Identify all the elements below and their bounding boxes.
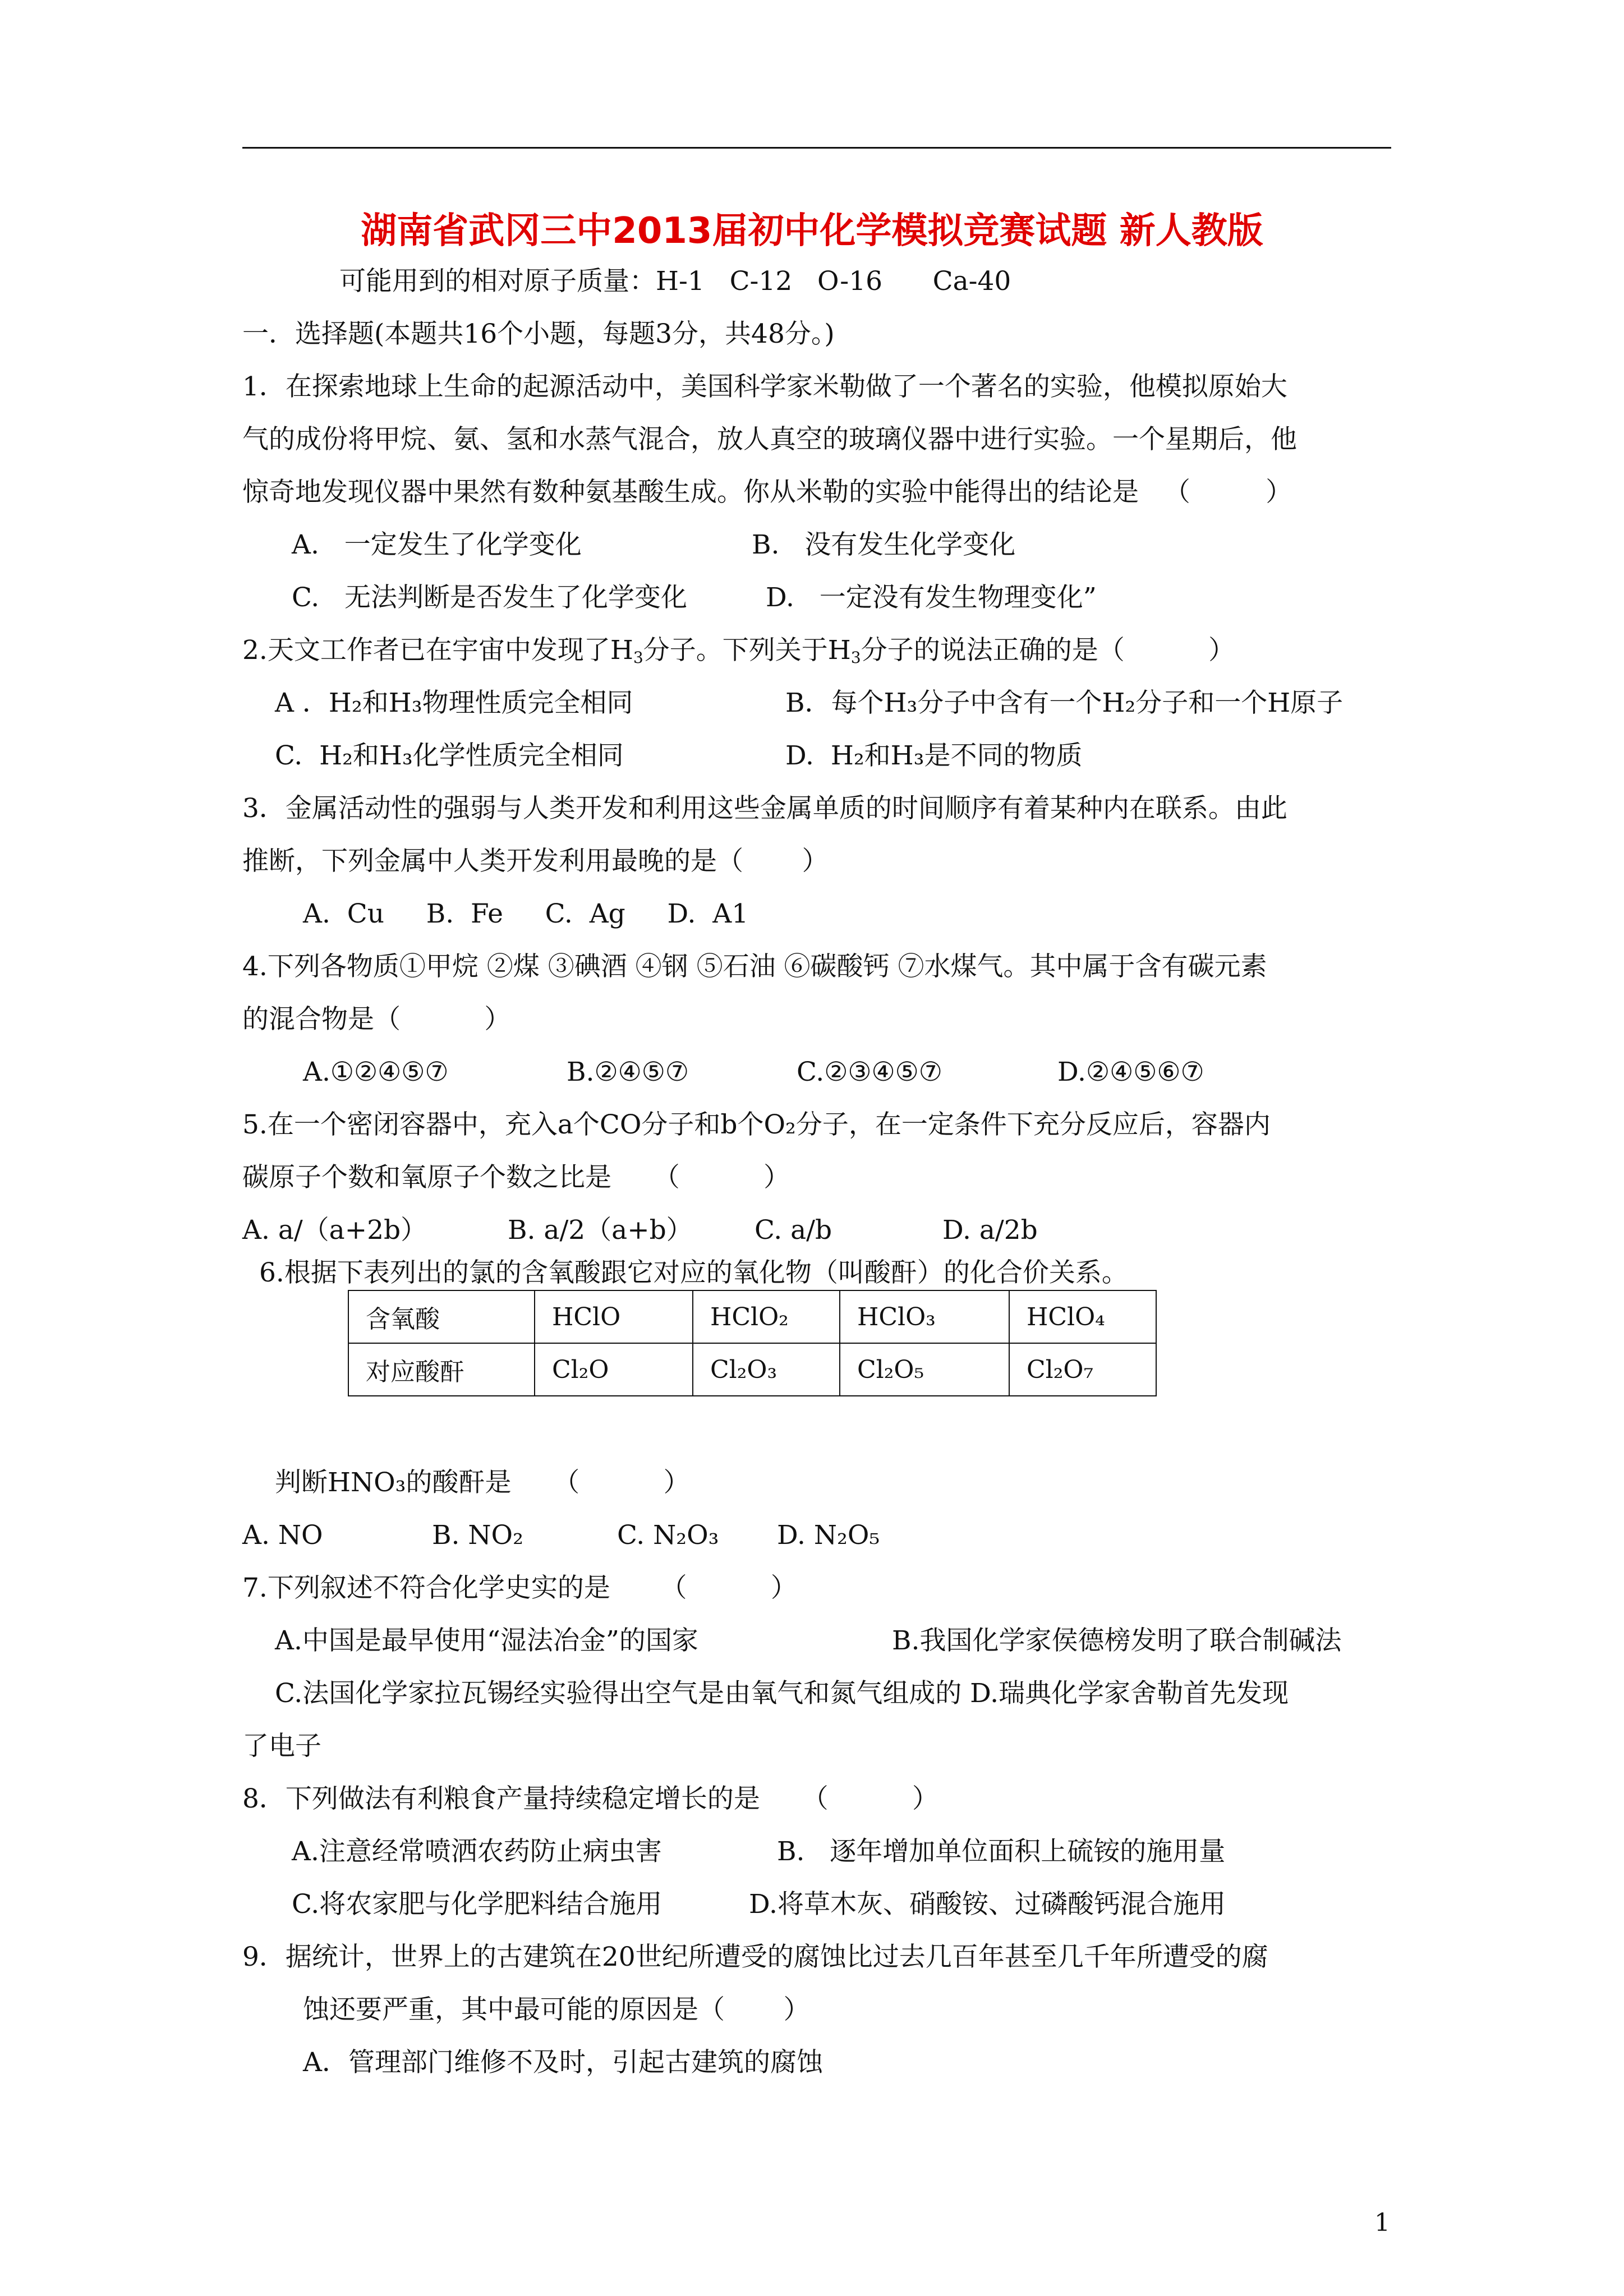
q2-option-d: D. H₂和H₃是不同的物质 [785, 740, 1083, 771]
q5-option-d: D. a/2b [942, 1215, 1038, 1246]
atomic-masses: 可能用到的相对原子质量：H-1 C-12 O-16 Ca-40 [339, 266, 1011, 297]
q1-line2: 气的成份将甲烷、氨、氢和水蒸气混合，放人真空的玻璃仪器中进行实验。一个星期后，他 [242, 424, 1297, 455]
q5-option-a: A. a/（a+2b） [242, 1215, 427, 1246]
header-rule [242, 147, 1391, 149]
table-cell: Cl₂O₅ [840, 1343, 1009, 1396]
table-cell: Cl₂O [535, 1343, 693, 1396]
table-cell: Cl₂O₃ [693, 1343, 840, 1396]
q1-option-d: D. 一定没有发生物理变化” [766, 582, 1097, 613]
q7-option-a: A.中国是最早使用“湿法冶金”的国家 [275, 1625, 698, 1656]
q7-option-cd-cont: 了电子 [242, 1731, 321, 1762]
q4-option-a: A.①②④⑤⑦ [303, 1057, 449, 1087]
q6-stem: 6.根据下表列出的氯的含氧酸跟它对应的氧化物（叫酸酐）的化合价关系。 [259, 1257, 1128, 1288]
table-cell: HClO₄ [1009, 1290, 1156, 1343]
q3-line1: 3．金属活动性的强弱与人类开发和利用这些金属单质的时间顺序有着某种内在联系。由此 [242, 793, 1287, 824]
q6-option-b: B. NO₂ [432, 1520, 523, 1551]
q9-line1: 9．据统计，世界上的古建筑在20世纪所遭受的腐蚀比过去几百年甚至几千年所遭受的腐 [242, 1942, 1268, 1972]
q2-option-b: B．每个H₃分子中含有一个H₂分子和一个H原子 [785, 688, 1344, 718]
q4-line2: 的混合物是（ ） [242, 1004, 511, 1035]
table-cell: HClO [535, 1290, 693, 1343]
q9-line2: 蚀还要严重，其中最可能的原因是（ ） [303, 1994, 810, 2025]
q1-option-b: B. 没有发生化学变化 [752, 529, 1016, 560]
table-cell: 含氧酸 [348, 1290, 535, 1343]
q7-option-cd: C.法国化学家拉瓦锡经实验得出空气是由氧气和氮气组成的 D.瑞典化学家舍勒首先发现 [275, 1678, 1289, 1709]
q7-stem: 7.下列叙述不符合化学史实的是 （ ） [242, 1573, 797, 1603]
q4-option-c: C.②③④⑤⑦ [797, 1057, 942, 1087]
q1-option-c: C. 无法判断是否发生了化学变化 [292, 582, 688, 613]
q6-option-d: D. N₂O₅ [777, 1520, 880, 1551]
q7-option-b: B.我国化学家侯德榜发明了联合制碱法 [892, 1625, 1342, 1656]
q6-option-a: A. NO [242, 1520, 323, 1551]
q9-option-a: A．管理部门维修不及时，引起古建筑的腐蚀 [303, 2047, 823, 2078]
q4-option-b: B.②④⑤⑦ [567, 1057, 689, 1087]
q2-option-c: C. H₂和H₃化学性质完全相同 [275, 740, 624, 771]
table-cell: HClO₂ [693, 1290, 840, 1343]
q5-option-c: C. a/b [755, 1215, 832, 1246]
q6-option-c: C. N₂O₃ [617, 1520, 719, 1551]
q5-line1: 5.在一个密闭容器中，充入a个CO分子和b个O₂分子，在一定条件下充分反应后，容器内 [242, 1109, 1271, 1140]
q5-line2: 碳原子个数和氧原子个数之比是 （ ） [242, 1162, 790, 1193]
table-cell: HClO₃ [840, 1290, 1009, 1343]
q4-line1: 4.下列各物质①甲烷 ②煤 ③碘酒 ④钢 ⑤石油 ⑥碳酸钙 ⑦水煤气。其中属于含有碳元素 [242, 951, 1267, 982]
q8-stem: 8．下列做法有利粮食产量持续稳定增长的是 （ ） [242, 1783, 939, 1814]
q8-option-a: A.注意经常喷洒农药防止病虫害 [292, 1836, 662, 1867]
page-title: 湖南省武冈三中2013届初中化学模拟竞赛试题 新人教版 [361, 210, 1263, 252]
table-cell: Cl₂O₇ [1009, 1343, 1156, 1396]
q8-option-d: D.将草木灰、硝酸铵、过磷酸钙混合施用 [749, 1889, 1226, 1920]
q3-options: A. Cu B. Fe C. Ag D. A1 [303, 898, 749, 929]
q3-line2: 推断，下列金属中人类开发利用最晚的是（ ） [242, 846, 829, 877]
page-number: 1 [1374, 2209, 1390, 2237]
q8-option-b: B. 逐年增加单位面积上硫铵的施用量 [777, 1836, 1226, 1867]
q4-option-d: D.②④⑤⑥⑦ [1057, 1057, 1204, 1087]
table-cell: 对应酸酐 [348, 1343, 535, 1396]
q1-option-a: A. 一定发生了化学变化 [292, 529, 582, 560]
q1-line1: 1．在探索地球上生命的起源活动中，美国科学家米勒做了一个著名的实验，他模拟原始大 [242, 371, 1287, 402]
table-row [348, 1343, 1156, 1396]
q8-option-c: C.将农家肥与化学肥料结合施用 [292, 1889, 663, 1920]
q2-option-a: A ．H₂和H₃物理性质完全相同 [275, 688, 633, 718]
q1-line3: 惊奇地发现仪器中果然有数种氨基酸生成。你从米勒的实验中能得出的结论是 （ ） [242, 477, 1292, 508]
q6-ask: 判断HNO₃的酸酐是 （ ） [275, 1467, 690, 1498]
table-row [348, 1290, 1156, 1343]
section-heading: 一．选择题(本题共16个小题，每题3分，共48分。) [242, 319, 835, 349]
q2-stem: 2.天文工作者已在宇宙中发现了$H_3$分子。下列关于$H_3$分子的说法正确的是（ ） [242, 635, 1235, 667]
acid-anhydride-table [348, 1290, 1157, 1396]
q5-option-b: B. a/2（a+b） [508, 1215, 693, 1246]
